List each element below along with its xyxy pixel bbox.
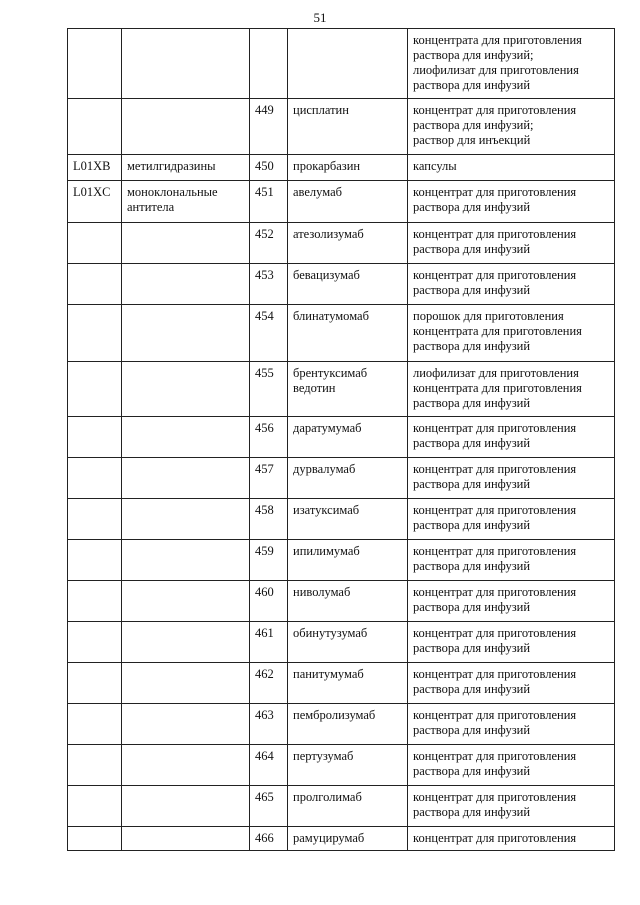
dosage-form-line: концентрат для приготовления	[413, 585, 577, 599]
atc-code-cell	[68, 622, 122, 663]
row-number-cell: 459	[250, 540, 288, 581]
table-row	[68, 827, 615, 851]
drug-name-cell: пертузумаб	[288, 745, 408, 786]
group-name-cell	[122, 827, 250, 851]
dosage-form-line: раствора для инфузий	[413, 436, 531, 450]
group-name-cell	[122, 663, 250, 704]
page-number: 51	[313, 10, 327, 25]
dosage-form-line: капсулы	[413, 159, 457, 173]
drug-name-cell: цисплатин	[288, 99, 408, 155]
dosage-form-line: концентрат для приготовления	[413, 708, 577, 722]
atc-code-cell	[68, 499, 122, 540]
drug-name-cell: авелумаб	[288, 181, 408, 223]
drug-name-cell: ниволумаб	[288, 581, 408, 622]
dosage-form-cell	[408, 362, 615, 417]
dosage-form-line: раствора для инфузий	[413, 200, 531, 214]
dosage-form-line: раствора для инфузий	[413, 242, 531, 256]
table-row	[68, 264, 615, 305]
atc-code-cell	[68, 362, 122, 417]
table-row	[68, 663, 615, 704]
atc-code-cell	[68, 417, 122, 458]
row-number-cell: 451	[250, 181, 288, 223]
dosage-form-line: концентрат для приготовления	[413, 667, 577, 681]
row-number-cell: 450	[250, 155, 288, 181]
atc-code-cell	[68, 29, 122, 99]
group-name-cell	[122, 223, 250, 264]
drug-name-cell: даратумумаб	[288, 417, 408, 458]
dosage-form-cell	[408, 581, 615, 622]
dosage-form-cell	[408, 827, 615, 851]
dosage-form-line: концентрат для приготовления	[413, 831, 577, 845]
row-number-cell: 466	[250, 827, 288, 851]
dosage-form-cell	[408, 499, 615, 540]
row-number-cell: 461	[250, 622, 288, 663]
drug-name-cell: дурвалумаб	[288, 458, 408, 499]
dosage-form-cell	[408, 29, 615, 99]
table-row	[68, 362, 615, 417]
row-number-cell: 463	[250, 704, 288, 745]
table-body	[68, 29, 615, 851]
group-name-cell	[122, 305, 250, 362]
atc-code-cell	[68, 663, 122, 704]
group-name-cell	[122, 417, 250, 458]
dosage-form-line: концентрат для приготовления	[413, 503, 577, 517]
dosage-form-line: концентрат для приготовления	[413, 421, 577, 435]
atc-code-cell	[68, 264, 122, 305]
drug-name-cell: изатуксимаб	[288, 499, 408, 540]
dosage-form-line: концентрат для приготовления	[413, 626, 577, 640]
dosage-form-cell	[408, 99, 615, 155]
dosage-form-cell	[408, 155, 615, 181]
drug-name-cell: прокарбазин	[288, 155, 408, 181]
table-row	[68, 223, 615, 264]
row-number-cell: 465	[250, 786, 288, 827]
dosage-form-line: концентрат для приготовления	[413, 103, 577, 117]
dosage-form-line: концентрат для приготовления	[413, 227, 577, 241]
group-name-cell	[122, 745, 250, 786]
drug-name-cell: брентуксимаб ведотин	[288, 362, 408, 417]
group-name-cell	[122, 499, 250, 540]
dosage-form-line: лиофилизат для приготовления	[413, 366, 579, 380]
dosage-form-line: раствора для инфузий	[413, 600, 531, 614]
table-row	[68, 99, 615, 155]
table-row	[68, 458, 615, 499]
row-number-cell: 460	[250, 581, 288, 622]
row-number-cell: 455	[250, 362, 288, 417]
group-name-cell: моноклональные антитела	[122, 181, 250, 223]
atc-code-cell	[68, 581, 122, 622]
dosage-form-line: раствора для инфузий	[413, 518, 531, 532]
dosage-form-cell	[408, 704, 615, 745]
table-row	[68, 499, 615, 540]
dosage-form-cell	[408, 181, 615, 223]
table-row	[68, 704, 615, 745]
drug-table	[67, 28, 615, 851]
dosage-form-line: раствора для инфузий	[413, 764, 531, 778]
dosage-form-line: лиофилизат для приготовления	[413, 63, 579, 77]
dosage-form-cell	[408, 223, 615, 264]
table-row	[68, 786, 615, 827]
dosage-form-line: концентрат для приготовления	[413, 544, 577, 558]
atc-code-cell	[68, 223, 122, 264]
dosage-form-line: концентрата для приготовления	[413, 324, 582, 338]
dosage-form-cell	[408, 264, 615, 305]
atc-code-cell	[68, 305, 122, 362]
row-number-cell: 449	[250, 99, 288, 155]
table-row	[68, 181, 615, 223]
dosage-form-line: концентрат для приготовления	[413, 790, 577, 804]
row-number-cell: 464	[250, 745, 288, 786]
group-name-cell	[122, 264, 250, 305]
atc-code-cell	[68, 827, 122, 851]
dosage-form-line: раствора для инфузий	[413, 78, 531, 92]
dosage-form-line: концентрата для приготовления	[413, 381, 582, 395]
dosage-form-cell	[408, 305, 615, 362]
group-name-cell	[122, 540, 250, 581]
drug-name-cell: блинатумомаб	[288, 305, 408, 362]
dosage-form-cell	[408, 745, 615, 786]
atc-code-cell: L01XC	[68, 181, 122, 223]
group-name-cell	[122, 786, 250, 827]
dosage-form-line: концентрата для приготовления	[413, 33, 582, 47]
group-name-cell	[122, 704, 250, 745]
table-row	[68, 29, 615, 99]
dosage-form-cell	[408, 417, 615, 458]
dosage-form-line: раствора для инфузий	[413, 723, 531, 737]
drug-name-cell	[288, 29, 408, 99]
row-number-cell: 462	[250, 663, 288, 704]
group-name-cell	[122, 581, 250, 622]
dosage-form-line: раствора для инфузий	[413, 641, 531, 655]
dosage-form-line: концентрат для приготовления	[413, 268, 577, 282]
table-row	[68, 581, 615, 622]
dosage-form-line: концентрат для приготовления	[413, 749, 577, 763]
row-number-cell: 454	[250, 305, 288, 362]
table-row	[68, 622, 615, 663]
row-number-cell	[250, 29, 288, 99]
atc-code-cell	[68, 786, 122, 827]
row-number-cell: 456	[250, 417, 288, 458]
row-number-cell: 453	[250, 264, 288, 305]
group-name-cell	[122, 458, 250, 499]
group-name-cell	[122, 362, 250, 417]
atc-code-cell	[68, 99, 122, 155]
dosage-form-line: раствора для инфузий	[413, 805, 531, 819]
drug-name-cell: рамуцирумаб	[288, 827, 408, 851]
drug-name-cell: пролголимаб	[288, 786, 408, 827]
table-row	[68, 417, 615, 458]
group-name-cell: метилгидразины	[122, 155, 250, 181]
dosage-form-cell	[408, 622, 615, 663]
dosage-form-line: раствора для инфузий;	[413, 48, 534, 62]
dosage-form-line: концентрат для приготовления	[413, 462, 577, 476]
table-row	[68, 540, 615, 581]
drug-name-cell: атезолизумаб	[288, 223, 408, 264]
dosage-form-cell	[408, 786, 615, 827]
dosage-form-line: раствора для инфузий	[413, 396, 531, 410]
dosage-form-line: раствора для инфузий	[413, 339, 531, 353]
group-name-cell	[122, 622, 250, 663]
table-row	[68, 305, 615, 362]
dosage-form-line: раствор для инъекций	[413, 133, 531, 147]
dosage-form-cell	[408, 540, 615, 581]
drug-name-cell: бевацизумаб	[288, 264, 408, 305]
dosage-form-line: раствора для инфузий	[413, 682, 531, 696]
atc-code-cell: L01XB	[68, 155, 122, 181]
drug-name-cell: пембролизумаб	[288, 704, 408, 745]
dosage-form-line: раствора для инфузий	[413, 283, 531, 297]
atc-code-cell	[68, 745, 122, 786]
row-number-cell: 457	[250, 458, 288, 499]
table-row	[68, 155, 615, 181]
row-number-cell: 458	[250, 499, 288, 540]
group-name-cell	[122, 29, 250, 99]
dosage-form-line: раствора для инфузий	[413, 477, 531, 491]
row-number-cell: 452	[250, 223, 288, 264]
dosage-form-cell	[408, 663, 615, 704]
dosage-form-cell	[408, 458, 615, 499]
drug-name-cell: панитумумаб	[288, 663, 408, 704]
atc-code-cell	[68, 540, 122, 581]
group-name-cell	[122, 99, 250, 155]
dosage-form-line: раствора для инфузий	[413, 559, 531, 573]
drug-name-cell: обинутузумаб	[288, 622, 408, 663]
dosage-form-line: порошок для приготовления	[413, 309, 564, 323]
atc-code-cell	[68, 704, 122, 745]
table-row	[68, 745, 615, 786]
atc-code-cell	[68, 458, 122, 499]
drug-name-cell: ипилимумаб	[288, 540, 408, 581]
dosage-form-line: раствора для инфузий;	[413, 118, 534, 132]
dosage-form-line: концентрат для приготовления	[413, 185, 577, 199]
